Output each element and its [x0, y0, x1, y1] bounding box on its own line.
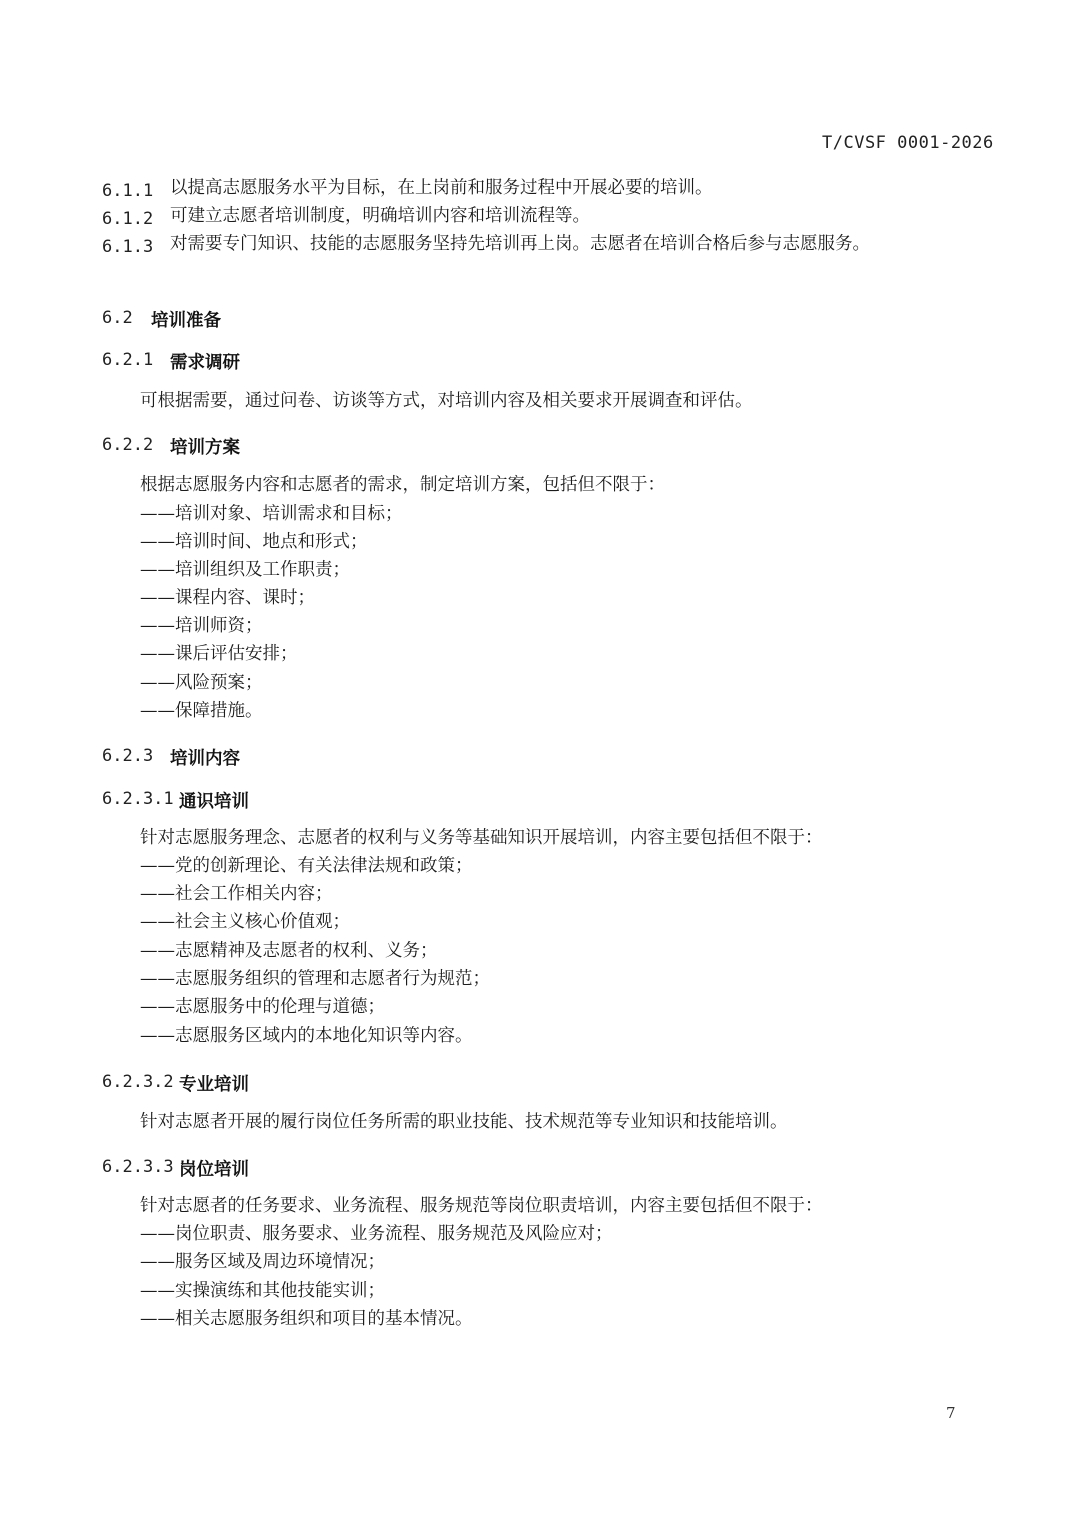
list-item: ——保障措施。 — [140, 701, 263, 721]
paragraph: 针对志愿者开展的履行岗位任务所需的职业技能、技术规范等专业知识和技能培训。 — [140, 1112, 788, 1132]
list-item: ——志愿服务中的伦理与道德； — [140, 997, 385, 1017]
list-item: ——风险预案； — [140, 673, 263, 693]
clause-text: 可建立志愿者培训制度，明确培训内容和培训流程等。 — [170, 206, 590, 226]
paragraph: 针对志愿服务理念、志愿者的权利与义务等基础知识开展培训，内容主要包括但不限于： — [140, 828, 823, 848]
list-item: ——课后评估安排； — [140, 644, 298, 664]
clause-text: 以提高志愿服务水平为目标，在上岗前和服务过程中开展必要的培训。 — [170, 178, 713, 198]
section-title: 岗位培训 — [179, 1160, 249, 1180]
list-item: ——培训时间、地点和形式； — [140, 532, 368, 552]
paragraph: 根据志愿服务内容和志愿者的需求，制定培训方案，包括但不限于： — [140, 475, 665, 495]
list-item: ——岗位职责、服务要求、业务流程、服务规范及风险应对； — [140, 1224, 613, 1244]
list-item: ——课程内容、课时； — [140, 588, 315, 608]
section-title: 需求调研 — [170, 353, 240, 373]
section-number: 6.2.3.3 — [102, 1157, 174, 1177]
paragraph: 可根据需要，通过问卷、访谈等方式，对培训内容及相关要求开展调查和评估。 — [140, 391, 753, 411]
clause-text: 对需要专门知识、技能的志愿服务坚持先培训再上岗。志愿者在培训合格后参与志愿服务。 — [170, 234, 870, 254]
list-item: ——社会工作相关内容； — [140, 884, 333, 904]
list-item: ——实操演练和其他技能实训； — [140, 1281, 385, 1301]
section-title: 培训内容 — [170, 749, 240, 769]
section-title: 培训方案 — [170, 438, 240, 458]
list-item: ——志愿服务组织的管理和志愿者行为规范； — [140, 969, 490, 989]
document-code: T/CVSF 0001-2026 — [822, 133, 994, 153]
list-item: ——服务区域及周边环境情况； — [140, 1252, 385, 1272]
clause-number: 6.1.1 — [102, 181, 154, 201]
paragraph: 针对志愿者的任务要求、业务流程、服务规范等岗位职责培训，内容主要包括但不限于： — [140, 1196, 823, 1216]
list-item: ——社会主义核心价值观； — [140, 912, 350, 932]
section-number: 6.2.2 — [102, 435, 154, 455]
list-item: ——志愿精神及志愿者的权利、义务； — [140, 941, 438, 961]
section-number: 6.2.1 — [102, 350, 154, 370]
list-item: ——相关志愿服务组织和项目的基本情况。 — [140, 1309, 473, 1329]
section-title: 培训准备 — [151, 311, 221, 331]
list-item: ——培训对象、培训需求和目标； — [140, 504, 403, 524]
list-item: ——培训组织及工作职责； — [140, 560, 350, 580]
section-number: 6.2 — [102, 308, 133, 328]
list-item: ——培训师资； — [140, 616, 263, 636]
list-item: ——志愿服务区域内的本地化知识等内容。 — [140, 1026, 473, 1046]
section-title: 通识培训 — [179, 792, 249, 812]
section-number: 6.2.3.1 — [102, 789, 174, 809]
section-number: 6.2.3.2 — [102, 1072, 174, 1092]
clause-number: 6.1.3 — [102, 237, 154, 257]
clause-number: 6.1.2 — [102, 209, 154, 229]
section-number: 6.2.3 — [102, 746, 154, 766]
section-title: 专业培训 — [179, 1075, 249, 1095]
list-item: ——党的创新理论、有关法律法规和政策； — [140, 856, 473, 876]
page-number: 7 — [946, 1404, 956, 1422]
